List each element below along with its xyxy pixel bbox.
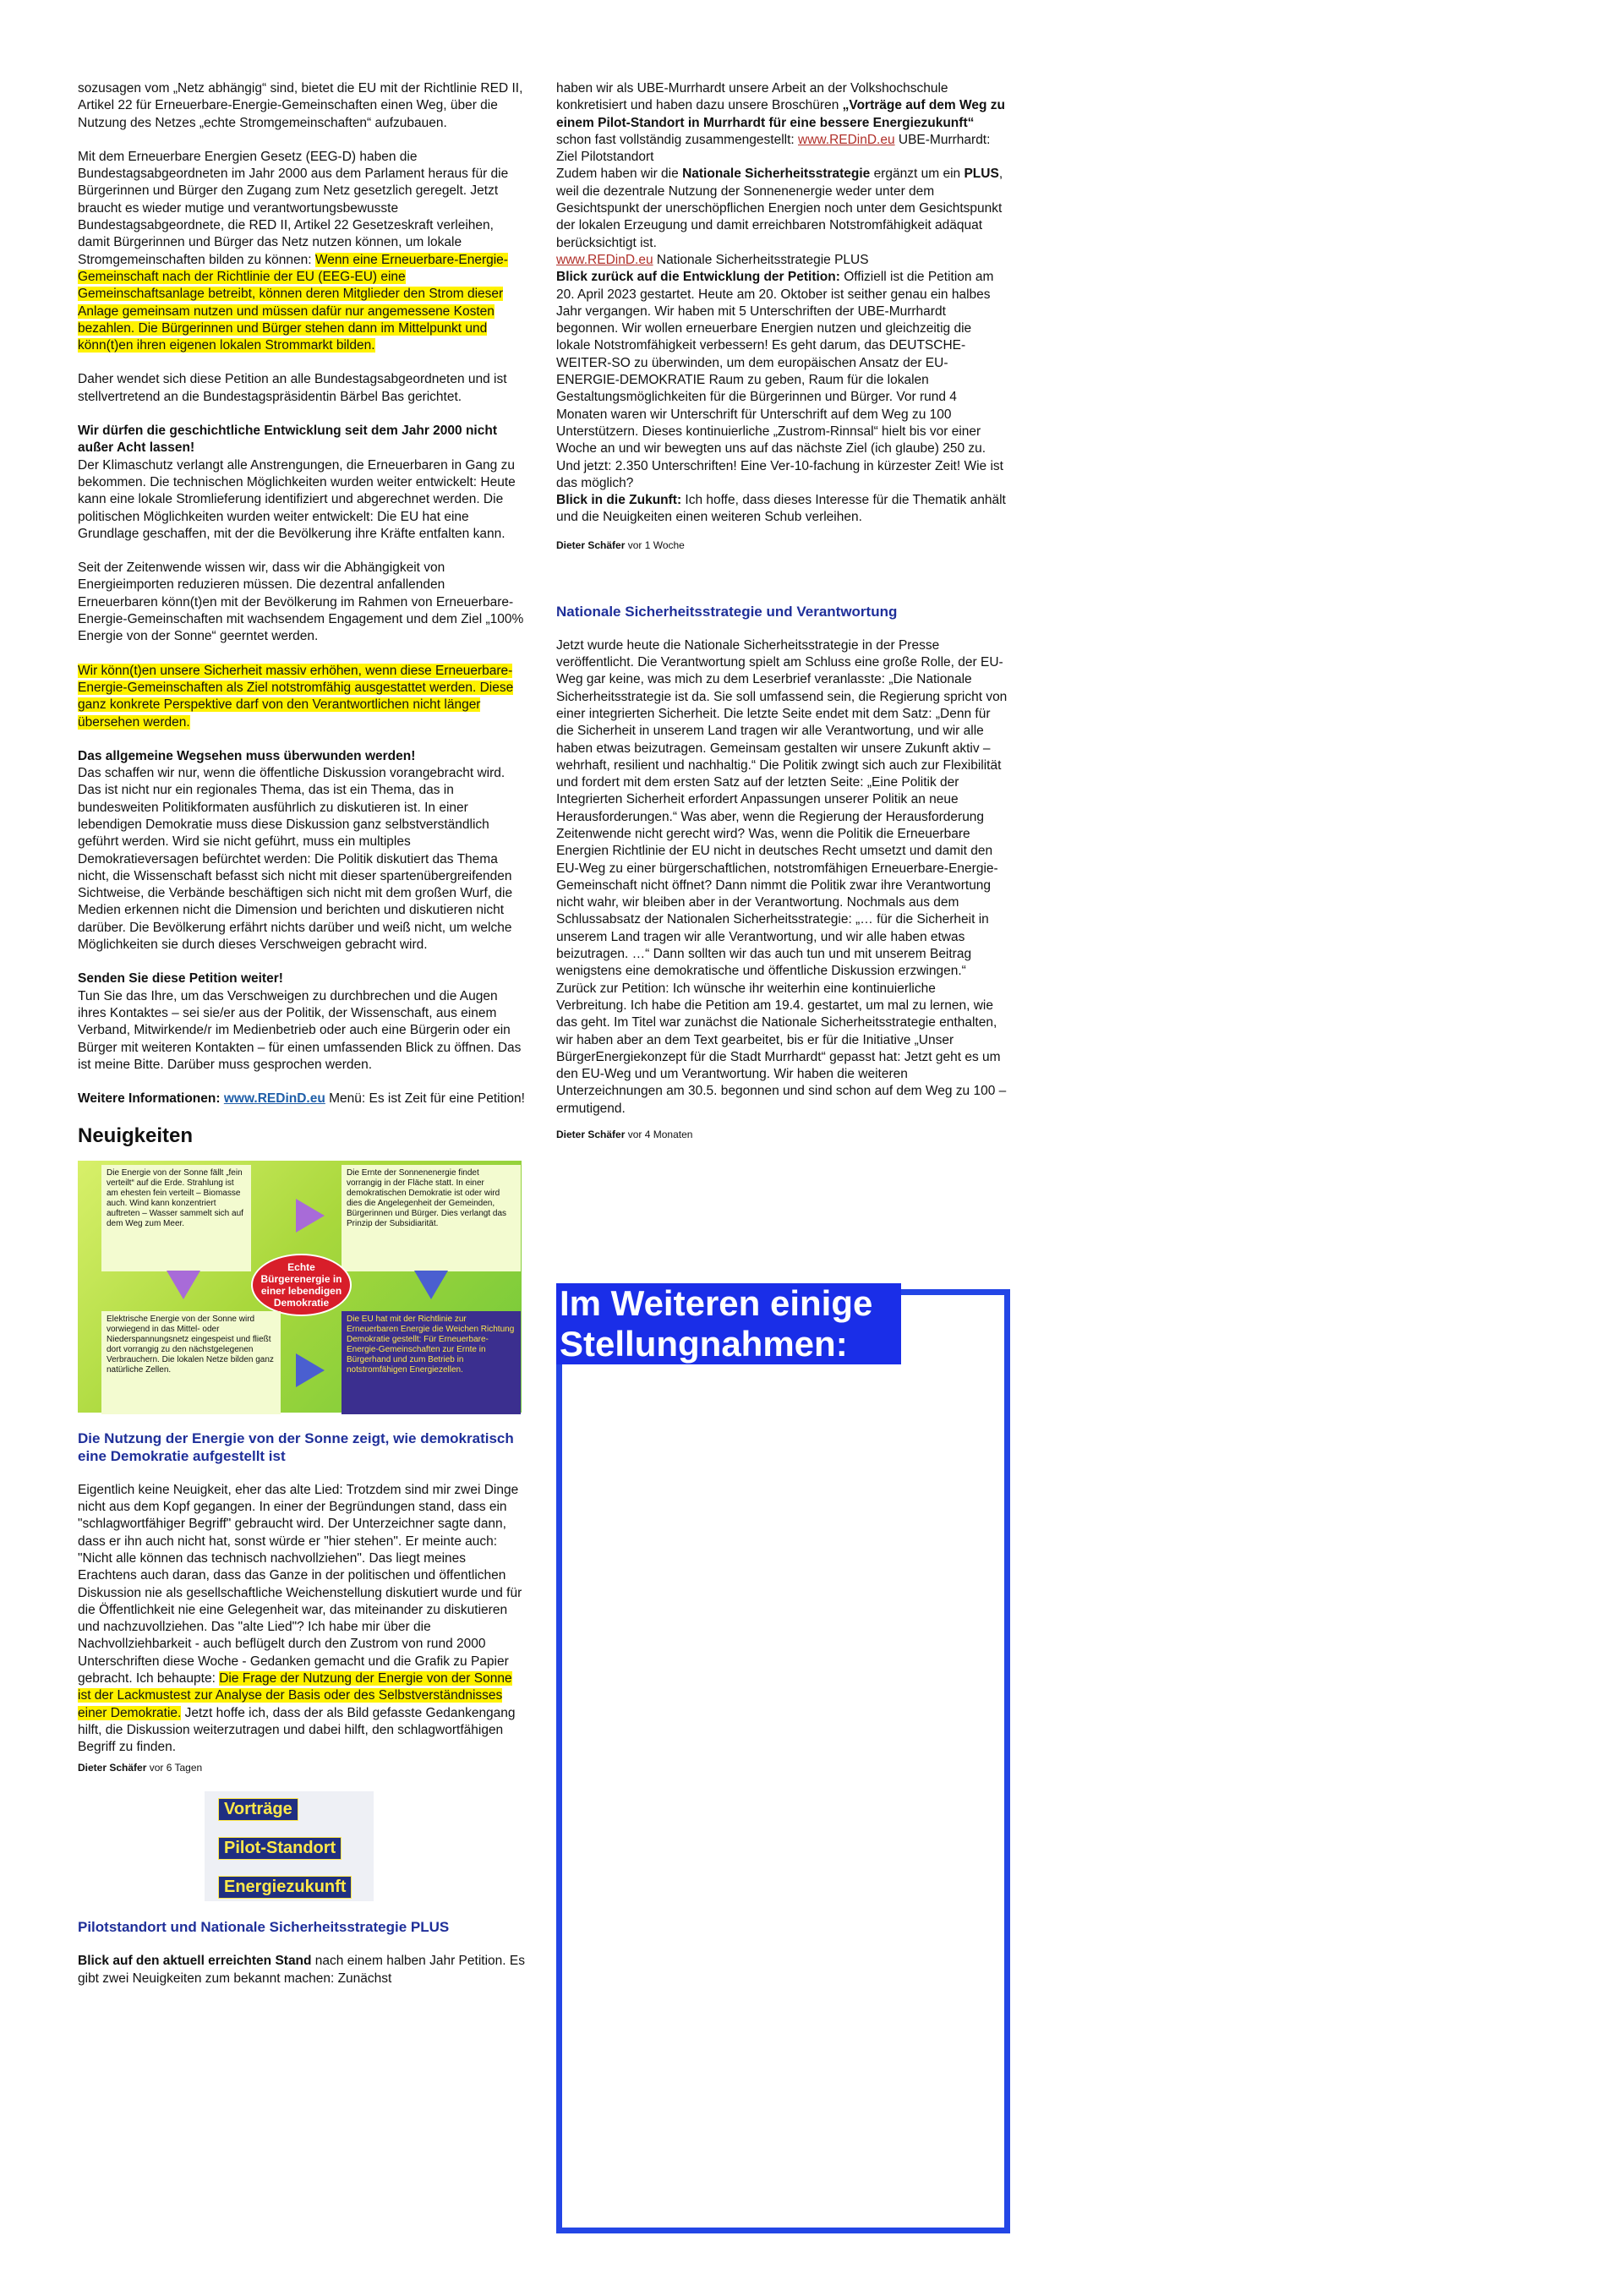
infographic-center-oval: Echte Bürgerenergie in einer lebendigen Demokratie (251, 1254, 352, 1316)
author-signature: Dieter Schäfer vor 6 Tagen (78, 1762, 203, 1774)
infographic-box-eu: Die EU hat mit der Richtlinie zur Erneuerbaren Energie die Weichen Richtung Demokratie gestellt: Für Erneuerbare-Energie-Gemeinschaften zur Ernte in Bürgerhand und zum Betrieb in notstromfähigen Energiezellen. (342, 1311, 521, 1414)
paragraph-heading: Das allgemeine Wegsehen muss überwunden werden! (78, 748, 416, 763)
redind-link[interactable]: www.REDinD.eu (556, 252, 653, 267)
paragraph: Blick auf den aktuell erreichten Stand nach einem halben Jahr Petition. Es gibt zwei Neuigkeiten zum bekannt machen: Zunächst (78, 1954, 525, 1986)
paragraph: sozusagen vom „Netz abhängig“ sind, bietet die EU mit der Richtlinie RED II, Artikel 22 für Erneuerbare-Energie-Gemeinschaften einen Weg, über die Nutzung des Netzes „echte Stromgemeinschaften“ aufzubauen. (78, 81, 523, 130)
news-title: Nationale Sicherheitsstrategie und Verantwortung (556, 603, 898, 620)
highlight: Wenn eine Erneuerbare-Energie-Gemeinschaft nach der Richtlinie der EU (EEG-EU) eine Gemeinschaftsanlage betreibt, können deren Mitglieder den Strom dieser Anlage gemeinsam nutzen und müssen dafür nur angemessene Kosten bezahlen. Die Bürgerinnen und Bürger stehen dann im Mittelpunkt und könn(t)en ihren eigenen lokalen Strommarkt bilden. (78, 252, 508, 353)
logo-text: Energiezukunft (218, 1876, 352, 1898)
paragraph: Blick in die Zukunft: Ich hoffe, dass dieses Interesse für die Thematik anhält und die Neuigkeiten einen weiteren Schub verleihen. (556, 493, 1006, 525)
paragraph: Eigentlich keine Neuigkeit, eher das alte Lied: Trotzdem sind mir zwei Dinge nicht aus dem Kopf gegangen. In einer der Begründungen stand, dass ein "schlagwortfähiger Begriff" gebraucht wird. Der Unterzeichner sagte dann, dass er ihn auch nicht hat, sonst würde er "hier stehen". Er meinte auch: "Nicht alle können das technisch nachvollziehen". Das liegt meines Erachtens auch daran, dass das Ganze in der politischen und öffentlichen Diskussion nie als gesellschaftliche Weichenstellung diskutiert wurde und für die Öffentlichkeit nie eine Gelegenheit war, das miteinander zu diskutieren und nachzuvollziehen. Das "alte Lied"? Ich habe mir über die Nachvollziehbarkeit - auch beflügelt durch den Zustrom von rund 2000 Unterschriften diese Woche - Gedanken gemacht und die Grafik zu Papier gebracht. Ich behaupte: Die Frage der Nutzung der Energie von der Sonne ist der Lackmustest zur Analyse der Basis oder des Selbstverständnisses einer Demokratie. Jetzt hoffe ich, dass der als Bild gefasste Gedankengang hilft, die Diskussion weiterzutragen und dabei hilft, den schlagwortfähigen Begriff zu finden. (78, 1482, 522, 1755)
author-signature: Dieter Schäfer vor 1 Woche (556, 538, 685, 551)
logo-text: Vorträge (218, 1798, 298, 1820)
paragraph: Jetzt wurde heute die Nationale Sicherheitsstrategie in der Presse veröffentlicht. Die Verantwortung spielt am Schluss eine große Rolle, der EU-Weg gar keine, was mich zu dem Leserbrief veranlasste: „Die Nationale Sicherheitsstrategie ist da. Sie soll umfassend sein, die Regierung spricht von einer integrierten Sicherheit. Die letzte Seite endet mit dem Satz: „Denn für die Sicherheit in unserem Land tragen wir alle Verantwortung, und wir alle haben etwas beizutragen. Gemeinsam gestalten wir unsere Zukunft aktiv – wehrhaft, resilient und nachhaltig.“ Die Politik zwingt sich auch zur Flexibilität und fordert mit dem ersten Satz auf der letzten Seite: „Eine Politik der Integrierten Sicherheit erfordert Anpassungen unserer Politik an neue Herausforderungen.“ Was aber, wenn die Regierung der Herausforderung Zeitenwende nicht gerecht wird? Was, wenn die Politik die Erneuerbare Energien Richtlinie der EU nicht in deutsches Recht umsetzt und damit den EU-Weg zu einer bürgerschaftlichen, notstromfähigen Erneuerbare-Energie-Gemeinschaft nicht öffnet? Dann nimmt die Politik zwar ihre Verantwortung nicht wahr, wir bleiben aber in der Verantwortung. Nochmals aus dem Schlussabsatz der Nationalen Sicherheitsstrategie: „… für die Sicherheit in unserem Land tragen wir alle Verantwortung, und wir alle haben etwas beizutragen. …“ Dann sollten wir das auch tun und mit unserem Beitrag wenigstens eine demokratische und öffentliche Diskussion erzwingen.“ Zurück zur Petition: Ich wünsche ihr weiterhin eine kontinuierliche Verbreitung. Ich habe die Petition am 19.4. gestartet, um mal zu lernen, wie das geht. Im Titel war zunächst die Nationale Sicherheitsstrategie enthalten, wir haben aber an dem Text gearbeitet, bis er für die Initiative „Unser BürgerEnergiekonzept für die Stadt Murrhardt“ gepasst hat: Jetzt geht es um den EU-Weg und um Verantwortung. Wir haben die weiteren Unterzeichnungen am 30.5. begonnen und sind schon auf dem Weg zu 100 – ermutigend. (556, 637, 1008, 1116)
arrow-right-icon (296, 1353, 325, 1387)
paragraph: Zudem haben wir die Nationale Sicherheitsstrategie ergänzt um ein PLUS, weil die dezentrale Nutzung der Sonnenenergie weder unter dem Gesichtspunkt der unerschöpflichen Energien noch unter dem Gesichtspunkt der lokalen Erzeugung und damit erreichbaren Notstromfähigkeit adäquat berücksichtigt ist. www.REDinD.eu Nationale Sicherheitsstrategie PLUS (556, 167, 1003, 267)
paragraph: haben wir als UBE-Murrhardt unsere Arbeit an der Volkshochschule konkretisiert und haben dazu unsere Broschüren „Vorträge auf dem Weg zu einem Pilot-Standort in Murrhardt für eine bessere Energiezukunft“ schon fast vollständig zusammengestellt: www.REDinD.eu UBE-Murrhardt: Ziel Pilotstandort (556, 81, 1005, 165)
paragraph: Weitere Informationen: www.REDinD.eu Menü: Es ist Zeit für eine Petition! (78, 1091, 525, 1107)
infographic (78, 1161, 522, 1413)
highlight: Die Frage der Nutzung der Energie von der Sonne ist der Lackmustest zur Analyse der Basis oder des Selbstverständnisses einer Demokratie. (78, 1671, 512, 1720)
infographic-box-sun: Die Energie von der Sonne fällt „fein verteilt“ auf die Erde. Strahlung ist am ehesten fein verteilt – Biomasse auch. Wind kann konzentriert auftreten – Wasser sammelt sich auf dem Weg zum Meer. (101, 1165, 251, 1271)
arrow-right-icon (296, 1199, 325, 1233)
redind-link[interactable]: www.REDinD.eu (223, 1091, 325, 1107)
paragraph: Mit dem Erneuerbare Energien Gesetz (EEG-D) haben die Bundestagsabgeordneten im Jahr 2000 aus dem Parlament heraus für die Bürgerinnen und Bürger den Zugang zum Netz gesetzlich geregelt. Jetzt braucht es wieder mutige und verantwortungsbewusste Bundestagsabgeordnete, die RED II, Artikel 22 Gesetzeskraft verleihen, damit Bürgerinnen und Bürger das Netz nutzen können, um lokale Stromgemeinschaften bilden zu können: Wenn eine Erneuerbare-Energie-Gemeinschaft nach der Richtlinie der EU (EEG-EU) eine Gemeinschaftsanlage betreibt, können deren Mitglieder den Strom dieser Anlage gemeinsam nutzen und müssen dafür nur angemessene Kosten bezahlen. Die Bürgerinnen und Bürger stehen dann im Mittelpunkt und könn(t)en ihren eigenen lokalen Strommarkt bilden. (78, 149, 509, 353)
statements-title: Im Weiteren einige Stellungnahmen: (556, 1283, 901, 1364)
paragraph-heading: Wir dürfen die geschichtliche Entwicklung seit dem Jahr 2000 nicht außer Acht lassen! (78, 424, 497, 456)
paragraph: Senden Sie diese Petition weiter! Tun Sie das Ihre, um das Verschweigen zu durchbrechen und die Augen ihres Kontaktes – sei sie/er aus der Politik, der Wissenschaft, aus einem Verband, Mitwirkende/r im Medienbetrieb oder auch eine Bürgerin oder ein Bürger mit weiteren Kontakten – für einen umfassenden Blick zu öffnen. Das ist meine Bitte. Darüber muss gesprochen werden. (78, 971, 522, 1072)
paragraph: Blick zurück auf die Entwicklung der Petition: Offiziell ist die Petition am 20. April 2023 gestartet. Heute am 20. Oktober ist seither genau ein halbes Jahr vergangen. Wir haben mit 5 Unterschriften der UBE-Murrhardt begonnen. Wir wollen erneuerbare Energien nutzen und gleichzeitig die lokale Notstromfähigkeit verbessern! Es geht darum, das DEUTSCHE-WEITER-SO zu überwinden, um dem europäischen Ansatz der EU-ENERGIE-DEMOKRATIE Raum zu geben, Raum für die lokalen Gestaltungsmöglichkeiten für die Bürgerinnen und Bürger. Vor rund 4 Monaten waren wir Unterschrift für Unterschrift auf dem Weg zu 100 Unterstützern. Dieses kontinuierliche „Zustrom-Rinnsal“ hielt bis vor einer Woche an und wir bewegten uns auf das nächste Ziel (ich glaube) 250 zu. Und jetzt: 2.350 Unterschriften! Eine Ver-10-fachung in kürzester Zeit! Wie ist das möglich? (556, 270, 1003, 490)
paragraph: Das allgemeine Wegsehen muss überwunden werden! Das schaffen wir nur, wenn die öffentliche Diskussion vorangebracht wird. Das ist nicht nur ein regionales Thema, das ist ein Thema, das in bundesweiten Politikformaten ausführlich zu diskutieren ist. In einer lebendigen Demokratie muss diese Diskussion ganz selbstverständlich geführt werden. Wird sie nicht geführt, muss ein multiples Demokratieversagen befürchtet werden: Die Politik diskutiert das Thema nicht, die Wissenschaft befasst sich nicht mit dieser spartenübergreifenden Sichtweise, die Verbände beschäftigen sich nicht mit dem großen Wurf, die Medien erkennen nicht die Dimension und berichten und diskutieren nicht darüber. Die Bevölkerung erfährt nichts darüber und weiß nicht, um welche Möglichkeiten sie durch dieses Verschweigen gebracht wird. (78, 748, 513, 953)
brochure-logo (205, 1791, 374, 1901)
infographic-box-electric: Elektrische Energie von der Sonne wird vorwiegend in das Mittel- oder Niederspannungsnetz eingespeist und fließt dort vorrangig zu den nächstgelegenen Verbrauchern. Die lokalen Netze bilden ganz natürliche Zellen. (101, 1311, 281, 1414)
logo-text: Pilot-Standort (218, 1837, 342, 1859)
statements-frame (556, 1289, 1010, 2233)
infographic-box-harvest: Die Ernte der Sonnenenergie findet vorrangig in der Fläche statt. In einer demokratischen Demokratie ist oder wird dies die Angelegenheit der Gemeinden, Bürgerinnen und Bürger. Dies verlangt das Prinzip der Subsidiarität. (342, 1165, 521, 1271)
right-column (556, 80, 1008, 1141)
arrow-down-icon (167, 1271, 200, 1299)
paragraph-heading: Senden Sie diese Petition weiter! (78, 971, 283, 987)
paragraph: Seit der Zeitenwende wissen wir, dass wir die Abhängigkeit von Energieimporten reduzieren müssen. Die dezentral anfallenden Erneuerbaren könn(t)en mit der Bevölkerung im Rahmen von Erneuerbare-Energie-Gemeinschaften mit wachsendem Engagement und dem Ziel „100% Energie von der Sonne“ geerntet werden. (78, 560, 524, 644)
paragraph (78, 663, 526, 731)
news-title: Die Nutzung der Energie von der Sonne zeigt, wie demokratisch eine Demokratie aufgestellt ist (78, 1430, 514, 1464)
paragraph: Daher wendet sich diese Petition an alle Bundestagsabgeordneten und ist stellvertretend an die Bundestagspräsidentin Bärbel Bas gerichtet. (78, 372, 507, 404)
left-column (78, 80, 526, 2004)
highlight: Wir könn(t)en unsere Sicherheit massiv erhöhen, wenn diese Erneuerbare-Energie-Gemeinschaften als Ziel notstromfähig ausgestattet werden. Diese ganz konkrete Perspektive darf von den Verantwortlichen nicht länger übersehen werden. (78, 663, 514, 730)
section-title-neuigkeiten: Neuigkeiten (78, 1124, 194, 1148)
author-signature: Dieter Schäfer vor 4 Monaten (556, 1129, 693, 1141)
paragraph: Wir dürfen die geschichtliche Entwicklung seit dem Jahr 2000 nicht außer Acht lassen! Der Klimaschutz verlangt alle Anstrengungen, die Erneuerbaren in Gang zu bekommen. Die technischen Möglichkeiten wurden weiter entwickelt: Heute kann eine lokale Stromlieferung identifiziert und abgerechnet werden. Die politischen Möglichkeiten wurden weiter entwickelt: Die EU hat eine Grundlage geschaffen, mit der die Bevölkerung ihre Kräfte entfalten kann. (78, 424, 516, 541)
redind-link[interactable]: www.REDinD.eu (798, 132, 895, 147)
news-title: Pilotstandort und Nationale Sicherheitsstrategie PLUS (78, 1919, 450, 1936)
arrow-down-icon (414, 1271, 448, 1299)
